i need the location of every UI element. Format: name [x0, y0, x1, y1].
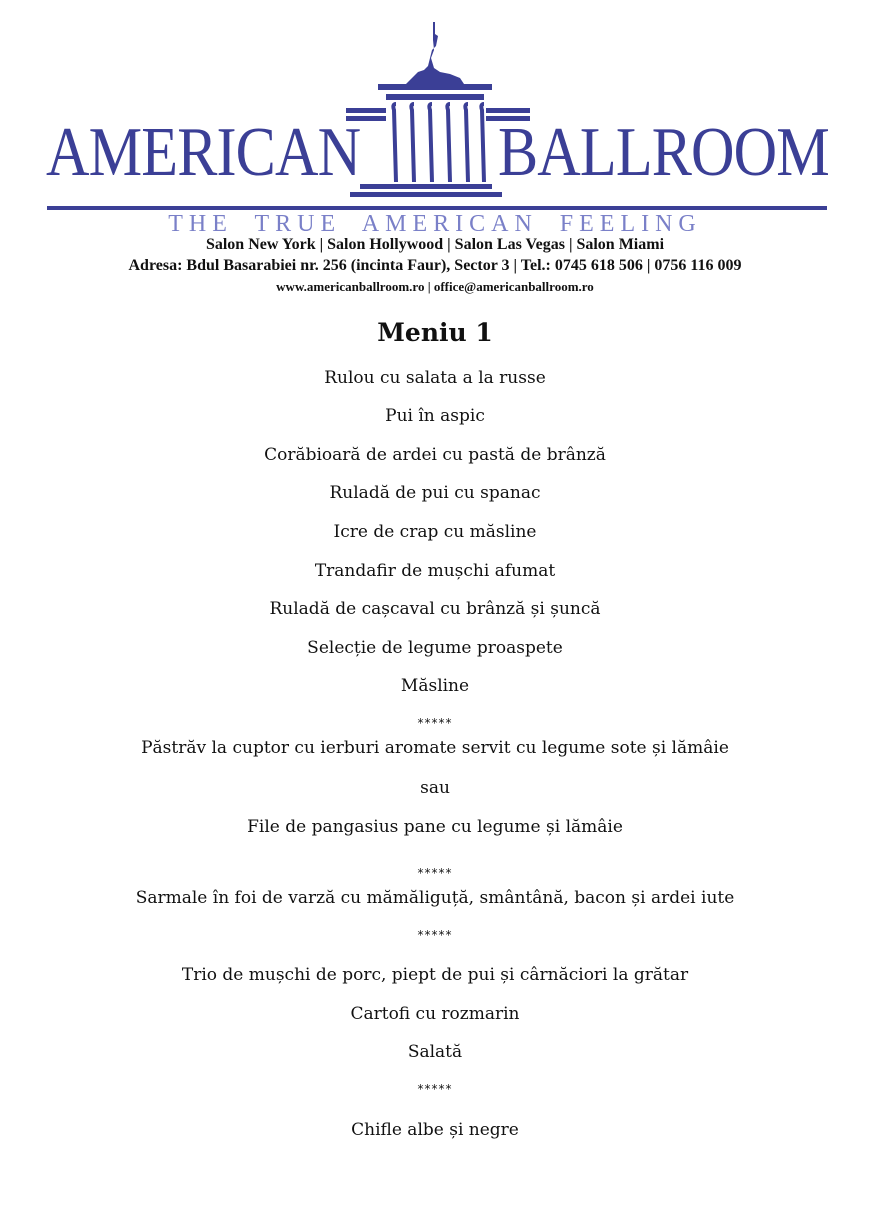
menu-item: Chifle albe și negre: [351, 1120, 519, 1140]
menu-item: Cartofi cu rozmarin: [350, 1004, 520, 1024]
dome-spire-icon: [406, 22, 464, 84]
salons-line: Salon New York | Salon Hollywood | Salon Las Vegas | Salon Miami: [205, 236, 665, 253]
menu-item: Icre de crap cu măsline: [333, 522, 537, 542]
menu-item: Păstrăv la cuptor cu ierburi aromate servit cu legume sote și lămâie: [141, 738, 729, 758]
menu-item: Ruladă de cașcaval cu brânză și șuncă: [269, 599, 601, 619]
menu-item: Selecție de legume proaspete: [307, 638, 563, 658]
course-separator: *****: [417, 1082, 453, 1096]
columns-icon: [393, 104, 484, 182]
course-separator: *****: [417, 866, 453, 880]
brand-name-right: BALLROOM: [498, 114, 829, 191]
menu-item: Salată: [407, 1042, 463, 1062]
address-line: Adresa: Bdul Basarabiei nr. 256 (incinta Faur), Sector 3 | Tel.: 0745 618 506 | 0756 116 009: [128, 257, 742, 274]
menu-item: Corăbioară de ardei cu pastă de brânză: [264, 445, 606, 465]
menu-item: Ruladă de pui cu spanac: [329, 483, 541, 503]
menu-item: sau: [420, 778, 450, 798]
menu-item: Trio de mușchi de porc, piept de pui și cârnăciori la grătar: [181, 965, 689, 985]
brand-name-left: AMERICAN: [46, 114, 361, 191]
menu-item: Măsline: [400, 676, 470, 696]
menu-item: File de pangasius pane cu legume și lămâie: [247, 817, 623, 837]
course-separator: *****: [417, 716, 453, 730]
menu-item: Rulou cu salata a la russe: [324, 368, 546, 388]
web-contact-line: www.americanballroom.ro | office@americanballroom.ro: [276, 279, 594, 294]
menu-item: Pui în aspic: [385, 406, 485, 426]
menu-title: Meniu 1: [377, 318, 493, 347]
course-separator: *****: [417, 928, 453, 942]
menu-item: Sarmale în foi de varză cu mămăliguță, smântână, bacon și ardei iute: [135, 888, 735, 908]
tagline: THE TRUE AMERICAN FEELING: [168, 211, 702, 237]
menu-item: Trandafir de mușchi afumat: [314, 561, 556, 581]
